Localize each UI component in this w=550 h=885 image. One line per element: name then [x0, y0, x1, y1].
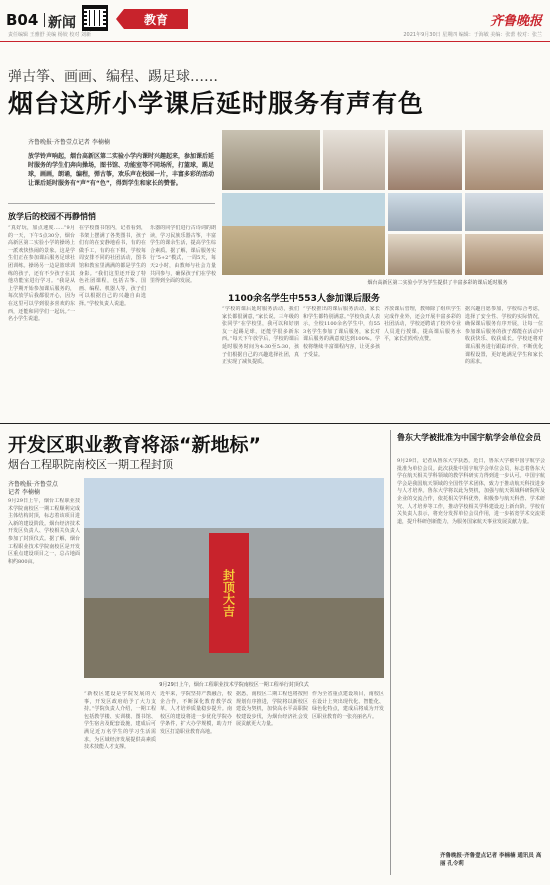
issue-meta: 2021年9月30日 星期四 编辑：于海敏 美编：张蕾 校对：张兰	[403, 32, 542, 38]
article2-col-5: 作为全省重点建设项目，南校区在设计上突出现代化、智能化、绿色化特点，建成后将成为开发区职业教育的一张亮丽名片。	[312, 691, 384, 720]
photo-building-2	[465, 193, 543, 231]
article1-photo-caption: 烟台高新区第二实验小学为学生提供了丰富多彩的课后延时服务	[367, 280, 508, 286]
article1-subhead-2: 1100余名学生中553人参加课后服务	[228, 294, 380, 304]
article1-subhead-1: 放学后的校园不再静悄悄	[8, 212, 96, 221]
photo-playground	[222, 193, 385, 275]
sidebar-divider	[390, 430, 391, 875]
sidebar-byline: 齐鲁晚报·齐鲁壹点记者 李楠楠 通讯员 高丽 孔令莉	[440, 853, 542, 867]
masthead-divider	[44, 13, 45, 27]
rule	[8, 203, 215, 204]
article1-kicker: 弹古筝、画画、编程、踢足球……	[8, 69, 218, 85]
page-number: B04	[6, 11, 39, 29]
section-tag: 教育	[124, 9, 188, 29]
article1-headline: 烟台这所小学课后延时服务有声有色	[8, 89, 425, 118]
photo-library	[222, 130, 320, 190]
newspaper-logo: 齐鲁晚报	[489, 14, 542, 29]
section-name: 新闻	[48, 15, 76, 31]
article1-col-3: 乐器的同学们进行古诗词的朗读，学习民族乐器古筝，丰富学生的课余生活，提高学生综合素质。据了解，课后服务实行“5+2”模式，一周5天，每天2小时，由教师与社会力量共同参与，确保孩子们在学校里得到全面的发展。	[150, 225, 216, 285]
photo-ceremony	[84, 478, 384, 678]
article2-col-1: 9月29日上午，烟台工程职业技术学院南校区一期工程顺利完成主体结构封顶，标志着该项目进入新的建设阶段。烟台经济技术开发区负责人、学校相关负责人参加了封顶仪式。据了解，烟台工程职业技术学院南校区是开发区重点建设项目之一，总占地面积约800亩。	[8, 498, 80, 565]
masthead-sub: 责任编辑 王雅舒 美编 杨姣 校对 刘新	[8, 32, 91, 38]
article1-col-4: “学校的课后延时服务活动，我们家长都很满意，”家长说。三年级的张同学“在学校里，我可以和好朋友一起踢足球，还能学很多新东西。”每天下午放学后，学校的课后延时服务时间为4:30至5:30，孩子们根据自己的兴趣选择社团，真正实现了减负提质。	[222, 306, 299, 366]
article2-photo-caption: 9月29日上午，烟台工程职业技术学院南校区一期工程举行封顶仪式	[159, 682, 309, 688]
article2-col-3: 近年来，学院坚持产教融合，校企合作，不断深化教育教学改革，人才培养质量稳步提升。南校区的建设将进一步优化学院办学条件，扩大办学规模，助力开发区打造职业教育高地。	[160, 691, 232, 735]
article1-col-1: “真好玩，加点速度……”9月的一天，下午5点30分，烟台高新区第二实验小学的操场上一派欢快热闹的景象。这是学生们正在参加课后服务足球社团训练。操场另一边是篮球训练的孩子，还有不少孩子在其他功能室进行学习。“我是从上学期开始参加课后服务的，每次放学后我都很开心，因为在这里可以学到很多喜欢的东西，还能和同学们一起玩。”一名小学生说道。	[8, 225, 75, 323]
photo-classroom	[323, 130, 385, 190]
ceremony-banner: 封顶大吉	[209, 533, 249, 653]
article1-col-2: 在学校图书馆内，记者看到，书架上摆满了各类图书，孩子们有的在安静地看书，有的在做手工，有的在下棋，学校每周安排不同的社团活动，图书馆和教室里满满的都是学生的身影。“我们这里还开设了特色社团课程，包括古筝、国画、编程、机器人等，孩子们可以根据自己的兴趣自由选择。”学校负责人说道。	[79, 225, 146, 307]
article1-col-5: “学校推出的课后服务活动，家长和学生都特别满意。”学校负责人表示，全校1100余名学生中，有553名学生参加了课后服务，家长对课后服务的满意度达到100%。学校将继续丰富课程内容，让更多孩子受益。	[303, 306, 380, 358]
photo-building-1	[388, 193, 462, 231]
article1-byline: 齐鲁晚报·齐鲁壹点记者 李楠楠	[28, 139, 110, 146]
article1-lead: 放学铃声响起，烟台高新区第二实验小学内课时兴趣起来，参加课后延时服务的学生们奔向操场，图书馆、功能室等不同场所，打篮球，踢足球，画画，朗诵，编程，弹古筝，欢乐声在校园一片，丰富多彩的活动让课后延时服务有“声”有“色”，得到学生和家长的赞誉。	[28, 153, 215, 187]
article1-col-7: 据兴趣自愿参加，学校综合考虑，选择了安全性、学校的实际情况，确保课后服务有序开展，让每一位参加课后服务的孩子都能在活动中收获快乐、收获成长。学校还将对课后服务进行跟踪评价，不断优化课程设置，更好地满足学生和家长的需求。	[465, 306, 543, 366]
photo-art	[388, 234, 462, 275]
article2-subtitle: 烟台工程职院南校区一期工程封顶	[8, 458, 173, 471]
photo-music	[465, 234, 543, 275]
article2-col-2: “新校区建设是学院发展的大事，开发区政府给予了大力支持。”学院负责人介绍，一期工程包括教学楼、实训楼、图书馆、学生宿舍及配套设施，建成后可满足近万名学生的学习生活需求，为区域经济发展提供高素质技术技能人才支撑。	[84, 691, 156, 751]
sidebar-body: 9月29日，记者从鲁东大学获悉，近日，鲁东大学被中国宇航学会批准为单位会员。此次获批中国宇航学会单位会员，标志着鲁东大学在航天相关学科领域的教学科研实力得到进一步认可。中国宇航学会是我国航天领域的全国性学术团体，致力于推动航天科技进步与人才培养。鲁东大学将以此为契机，加强与航天领域科研院所及企业的交流合作，依托相关学科优势，积极参与航天科普、学术研究、人才培养等工作，推动学校相关学科建设迈上新台阶。学校有关负责人表示，将充分发挥单位会员作用，进一步拓宽学术交流渠道，提升科研创新能力，为服务国家航天事业发展贡献力量。	[397, 458, 545, 525]
qr-code-inner	[87, 10, 103, 26]
photo-students	[388, 130, 462, 190]
photo-activity	[465, 130, 543, 190]
article2-byline: 齐鲁晚报·齐鲁壹点 记者 李楠楠	[8, 481, 58, 496]
article1-col-6: 齐放课后管理，教师除了组织学生完成作业外，还会开展丰富多彩的社团活动，学校还聘请了校外专业人员进行授课，提高课后服务水平，家长们纷纷点赞。	[384, 306, 461, 343]
article2-col-4: 据悉，南校区二期工程也将按照规划有序推进，学院将以新校区建设为契机，加快高水平高职院校建设步伐，为烟台经济社会发展贡献更大力量。	[236, 691, 308, 728]
sidebar-headline: 鲁东大学被批准为中国宇航学会单位会员	[397, 433, 541, 442]
article2-headline: 开发区职业教育将添“新地标”	[8, 434, 261, 456]
section-rule	[0, 423, 550, 424]
